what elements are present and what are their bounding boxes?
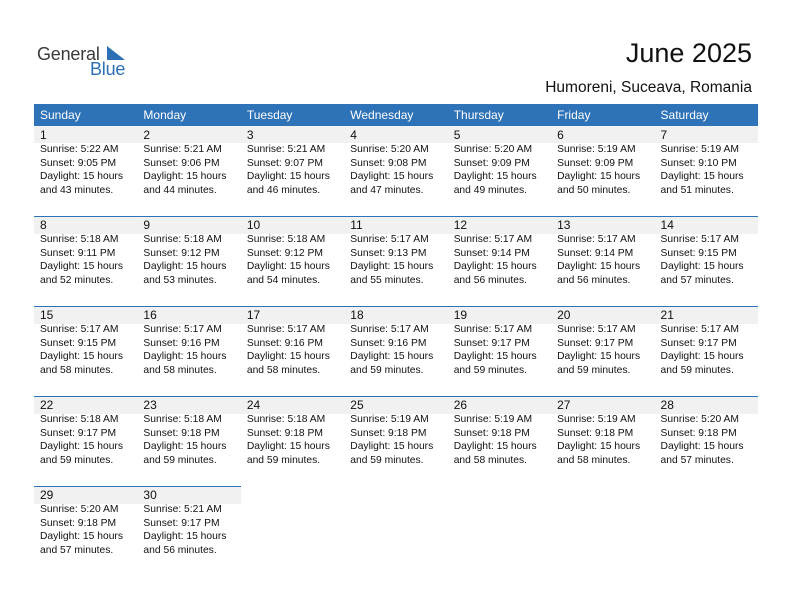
daylight-minutes-text: and 57 minutes. <box>660 274 734 286</box>
day-cell <box>448 216 551 287</box>
sunrise-text: Sunrise: 5:20 AM <box>350 144 429 155</box>
day-number: 10 <box>246 218 261 232</box>
sunset-text: Sunset: 9:15 PM <box>40 337 117 349</box>
day-cell <box>34 216 137 287</box>
day-number: 19 <box>453 308 468 322</box>
daylight-minutes-text: and 59 minutes. <box>660 364 734 376</box>
sunset-text: Sunset: 9:12 PM <box>246 247 323 259</box>
daylight-minutes-text: and 56 minutes. <box>557 274 631 286</box>
day-number: 12 <box>453 218 468 232</box>
week-days <box>34 396 758 467</box>
daylight-text: Daylight: 15 hours <box>143 171 227 182</box>
daylight-minutes-text: and 57 minutes. <box>40 544 114 556</box>
daylight-minutes-text: and 59 minutes. <box>143 454 217 466</box>
daylight-minutes-text: and 49 minutes. <box>453 184 527 196</box>
daylight-minutes-text: and 58 minutes. <box>143 364 217 376</box>
daylight-minutes-text: and 47 minutes. <box>350 184 424 196</box>
day-number: 18 <box>350 308 364 322</box>
weekday-friday: Friday <box>557 108 591 122</box>
sunset-text: Sunset: 9:06 PM <box>143 157 220 169</box>
week-row <box>34 126 758 216</box>
daylight-minutes-text: and 59 minutes. <box>557 364 631 376</box>
sunset-text: Sunset: 9:14 PM <box>453 247 530 259</box>
day-number: 20 <box>557 308 571 322</box>
daylight-minutes-text: and 59 minutes. <box>453 364 527 376</box>
day-number: 11 <box>350 218 363 232</box>
daylight-text: Daylight: 15 hours <box>660 351 744 362</box>
day-cell <box>34 306 137 377</box>
week-days <box>34 126 758 197</box>
sunrise-text: Sunrise: 5:20 AM <box>453 144 533 155</box>
calendar-grid <box>34 104 758 576</box>
day-number: 17 <box>246 308 261 322</box>
daylight-minutes-text: and 50 minutes. <box>557 184 631 196</box>
daylight-text: Daylight: 15 hours <box>40 531 123 542</box>
day-number: 14 <box>660 218 674 232</box>
day-number: 2 <box>143 128 151 142</box>
sunset-text: Sunset: 9:18 PM <box>557 427 634 439</box>
sunset-text: Sunset: 9:18 PM <box>40 517 117 529</box>
day-cell <box>137 126 240 197</box>
daylight-minutes-text: and 58 minutes. <box>40 364 114 376</box>
daylight-text: Daylight: 15 hours <box>453 171 537 182</box>
day-cell <box>448 306 551 377</box>
day-cell <box>34 396 137 467</box>
day-cell <box>551 216 654 287</box>
day-cell <box>137 486 240 557</box>
daylight-text: Daylight: 15 hours <box>246 441 330 452</box>
daylight-minutes-text: and 58 minutes. <box>453 454 527 466</box>
day-cell <box>655 126 758 197</box>
sunrise-text: Sunrise: 5:17 AM <box>660 324 739 335</box>
day-number: 13 <box>557 218 571 232</box>
day-cell <box>34 486 137 557</box>
day-number: 7 <box>660 128 668 142</box>
sunset-text: Sunset: 9:07 PM <box>246 157 323 169</box>
sunrise-text: Sunrise: 5:21 AM <box>143 144 222 155</box>
day-number: 29 <box>40 488 54 502</box>
sunrise-text: Sunrise: 5:17 AM <box>40 324 119 335</box>
sunrise-text: Sunrise: 5:19 AM <box>453 414 533 425</box>
daylight-minutes-text: and 56 minutes. <box>143 544 217 556</box>
sunset-text: Sunset: 9:18 PM <box>350 427 427 439</box>
weekday-monday: Monday <box>143 108 187 122</box>
daylight-minutes-text: and 58 minutes. <box>557 454 631 466</box>
day-cell <box>241 306 344 377</box>
week-row <box>34 216 758 306</box>
daylight-minutes-text: and 43 minutes. <box>40 184 114 196</box>
sunset-text: Sunset: 9:17 PM <box>40 427 117 439</box>
weekday-wednesday: Wednesday <box>350 108 414 122</box>
sunset-text: Sunset: 9:15 PM <box>660 247 737 259</box>
daylight-minutes-text: and 46 minutes. <box>246 184 321 196</box>
brand-logo <box>37 42 137 82</box>
daylight-text: Daylight: 15 hours <box>350 351 434 362</box>
sunset-text: Sunset: 9:11 PM <box>40 247 116 259</box>
day-cell <box>551 306 654 377</box>
sunset-text: Sunset: 9:16 PM <box>143 337 220 349</box>
daylight-text: Daylight: 15 hours <box>350 441 434 452</box>
daylight-minutes-text: and 54 minutes. <box>246 274 321 286</box>
sunrise-text: Sunrise: 5:17 AM <box>246 324 326 335</box>
daylight-text: Daylight: 15 hours <box>660 261 744 272</box>
calendar-location: Humoreni, Suceava, Romania <box>545 79 752 96</box>
daylight-minutes-text: and 52 minutes. <box>40 274 114 286</box>
sunrise-text: Sunrise: 5:21 AM <box>246 144 326 155</box>
daylight-minutes-text: and 55 minutes. <box>350 274 424 286</box>
sunrise-text: Sunrise: 5:17 AM <box>453 234 533 245</box>
day-number: 28 <box>660 398 674 412</box>
week-days <box>34 486 758 557</box>
day-cell <box>137 216 240 287</box>
day-cell <box>241 126 344 197</box>
daylight-minutes-text: and 56 minutes. <box>453 274 527 286</box>
daylight-minutes-text: and 59 minutes. <box>350 364 424 376</box>
daylight-text: Daylight: 15 hours <box>453 351 537 362</box>
daylight-text: Daylight: 15 hours <box>557 171 641 182</box>
day-cell <box>655 216 758 287</box>
daylight-minutes-text: and 53 minutes. <box>143 274 217 286</box>
daylight-text: Daylight: 15 hours <box>557 441 641 452</box>
sunset-text: Sunset: 9:18 PM <box>143 427 220 439</box>
day-cell <box>551 126 654 197</box>
day-cell <box>137 306 240 377</box>
day-number: 15 <box>40 308 54 322</box>
daylight-text: Daylight: 15 hours <box>143 351 227 362</box>
daylight-minutes-text: and 44 minutes. <box>143 184 217 196</box>
day-number: 23 <box>143 398 157 412</box>
daylight-text: Daylight: 15 hours <box>350 261 434 272</box>
sunset-text: Sunset: 9:17 PM <box>453 337 530 349</box>
day-number: 9 <box>143 218 151 232</box>
day-number: 30 <box>143 488 157 502</box>
day-number: 16 <box>143 308 157 322</box>
daylight-text: Daylight: 15 hours <box>143 441 227 452</box>
logo-word-blue: Blue <box>90 59 126 79</box>
weeks-container <box>34 126 758 576</box>
daylight-text: Daylight: 15 hours <box>557 261 641 272</box>
sunset-text: Sunset: 9:09 PM <box>453 157 530 169</box>
sunrise-text: Sunrise: 5:19 AM <box>557 144 636 155</box>
calendar-title: June 2025 <box>625 38 752 68</box>
daylight-text: Daylight: 15 hours <box>40 351 123 362</box>
sunrise-text: Sunrise: 5:18 AM <box>143 414 222 425</box>
day-cell <box>448 126 551 197</box>
sunrise-text: Sunrise: 5:17 AM <box>143 324 222 335</box>
sunset-text: Sunset: 9:17 PM <box>143 517 220 529</box>
sunset-text: Sunset: 9:05 PM <box>40 157 117 169</box>
sunrise-text: Sunrise: 5:18 AM <box>40 414 119 425</box>
daylight-minutes-text: and 59 minutes. <box>246 454 321 466</box>
day-number: 5 <box>453 128 461 142</box>
sunrise-text: Sunrise: 5:22 AM <box>40 144 119 155</box>
daylight-text: Daylight: 15 hours <box>40 441 123 452</box>
week-row <box>34 486 758 576</box>
daylight-minutes-text: and 59 minutes. <box>350 454 424 466</box>
daylight-text: Daylight: 15 hours <box>453 261 537 272</box>
sunset-text: Sunset: 9:14 PM <box>557 247 634 259</box>
daylight-text: Daylight: 15 hours <box>40 171 123 182</box>
daylight-text: Daylight: 15 hours <box>40 261 123 272</box>
day-cell <box>344 396 447 467</box>
weekday-thursday: Thursday <box>453 108 504 122</box>
daylight-text: Daylight: 15 hours <box>246 351 330 362</box>
daylight-text: Daylight: 15 hours <box>246 261 330 272</box>
sunrise-text: Sunrise: 5:18 AM <box>40 234 119 245</box>
week-row <box>34 396 758 486</box>
day-cell <box>448 396 551 467</box>
day-cell <box>137 396 240 467</box>
day-number: 8 <box>40 218 47 232</box>
day-number: 6 <box>557 128 564 142</box>
daylight-text: Daylight: 15 hours <box>660 441 744 452</box>
sunset-text: Sunset: 9:18 PM <box>246 427 323 439</box>
sunrise-text: Sunrise: 5:17 AM <box>660 234 739 245</box>
day-cell <box>344 126 447 197</box>
day-cell <box>655 306 758 377</box>
sunrise-text: Sunrise: 5:20 AM <box>40 504 119 515</box>
sunset-text: Sunset: 9:17 PM <box>557 337 634 349</box>
sunset-text: Sunset: 9:18 PM <box>453 427 530 439</box>
day-number: 25 <box>350 398 364 412</box>
day-number: 4 <box>350 128 357 142</box>
daylight-text: Daylight: 15 hours <box>557 351 641 362</box>
sunrise-text: Sunrise: 5:21 AM <box>143 504 222 515</box>
day-number: 22 <box>40 398 54 412</box>
day-cell <box>34 126 137 197</box>
sunset-text: Sunset: 9:12 PM <box>143 247 220 259</box>
day-cell <box>241 216 344 287</box>
day-cell <box>655 396 758 467</box>
day-cell <box>551 396 654 467</box>
sunset-text: Sunset: 9:16 PM <box>246 337 323 349</box>
daylight-minutes-text: and 58 minutes. <box>246 364 321 376</box>
day-number: 21 <box>660 308 674 322</box>
daylight-text: Daylight: 15 hours <box>660 171 744 182</box>
day-cell <box>241 396 344 467</box>
sunset-text: Sunset: 9:18 PM <box>660 427 737 439</box>
daylight-text: Daylight: 15 hours <box>143 531 227 542</box>
sunrise-text: Sunrise: 5:17 AM <box>557 324 636 335</box>
sunrise-text: Sunrise: 5:18 AM <box>143 234 222 245</box>
day-number: 27 <box>557 398 571 412</box>
day-number: 3 <box>246 128 254 142</box>
sunset-text: Sunset: 9:09 PM <box>557 157 634 169</box>
sunrise-text: Sunrise: 5:17 AM <box>557 234 636 245</box>
week-days <box>34 216 758 287</box>
weekday-saturday: Saturday <box>660 108 709 122</box>
daylight-text: Daylight: 15 hours <box>246 171 330 182</box>
week-days <box>34 306 758 377</box>
daylight-minutes-text: and 59 minutes. <box>40 454 114 466</box>
daylight-text: Daylight: 15 hours <box>143 261 227 272</box>
day-cell <box>344 216 447 287</box>
week-row <box>34 306 758 396</box>
sunrise-text: Sunrise: 5:18 AM <box>246 234 326 245</box>
weekday-header <box>34 104 758 126</box>
day-number: 26 <box>453 398 468 412</box>
weekday-sunday: Sunday <box>40 108 81 122</box>
sunrise-text: Sunrise: 5:18 AM <box>246 414 326 425</box>
daylight-text: Daylight: 15 hours <box>350 171 434 182</box>
sunset-text: Sunset: 9:08 PM <box>350 157 427 169</box>
sunrise-text: Sunrise: 5:19 AM <box>557 414 636 425</box>
sunset-text: Sunset: 9:17 PM <box>660 337 737 349</box>
sunrise-text: Sunrise: 5:19 AM <box>350 414 429 425</box>
sunset-text: Sunset: 9:16 PM <box>350 337 427 349</box>
day-number: 24 <box>246 398 261 412</box>
sunrise-text: Sunrise: 5:17 AM <box>350 234 429 245</box>
sunset-text: Sunset: 9:13 PM <box>350 247 427 259</box>
sunrise-text: Sunrise: 5:17 AM <box>350 324 429 335</box>
logo-word-general: General <box>37 44 100 64</box>
day-cell <box>344 306 447 377</box>
sunrise-text: Sunrise: 5:19 AM <box>660 144 739 155</box>
sunset-text: Sunset: 9:10 PM <box>660 157 737 169</box>
daylight-text: Daylight: 15 hours <box>453 441 537 452</box>
sunrise-text: Sunrise: 5:20 AM <box>660 414 739 425</box>
weekday-tuesday: Tuesday <box>246 108 293 122</box>
daylight-minutes-text: and 57 minutes. <box>660 454 734 466</box>
sunrise-text: Sunrise: 5:17 AM <box>453 324 533 335</box>
day-number: 1 <box>40 128 47 142</box>
daylight-minutes-text: and 51 minutes. <box>660 184 734 196</box>
